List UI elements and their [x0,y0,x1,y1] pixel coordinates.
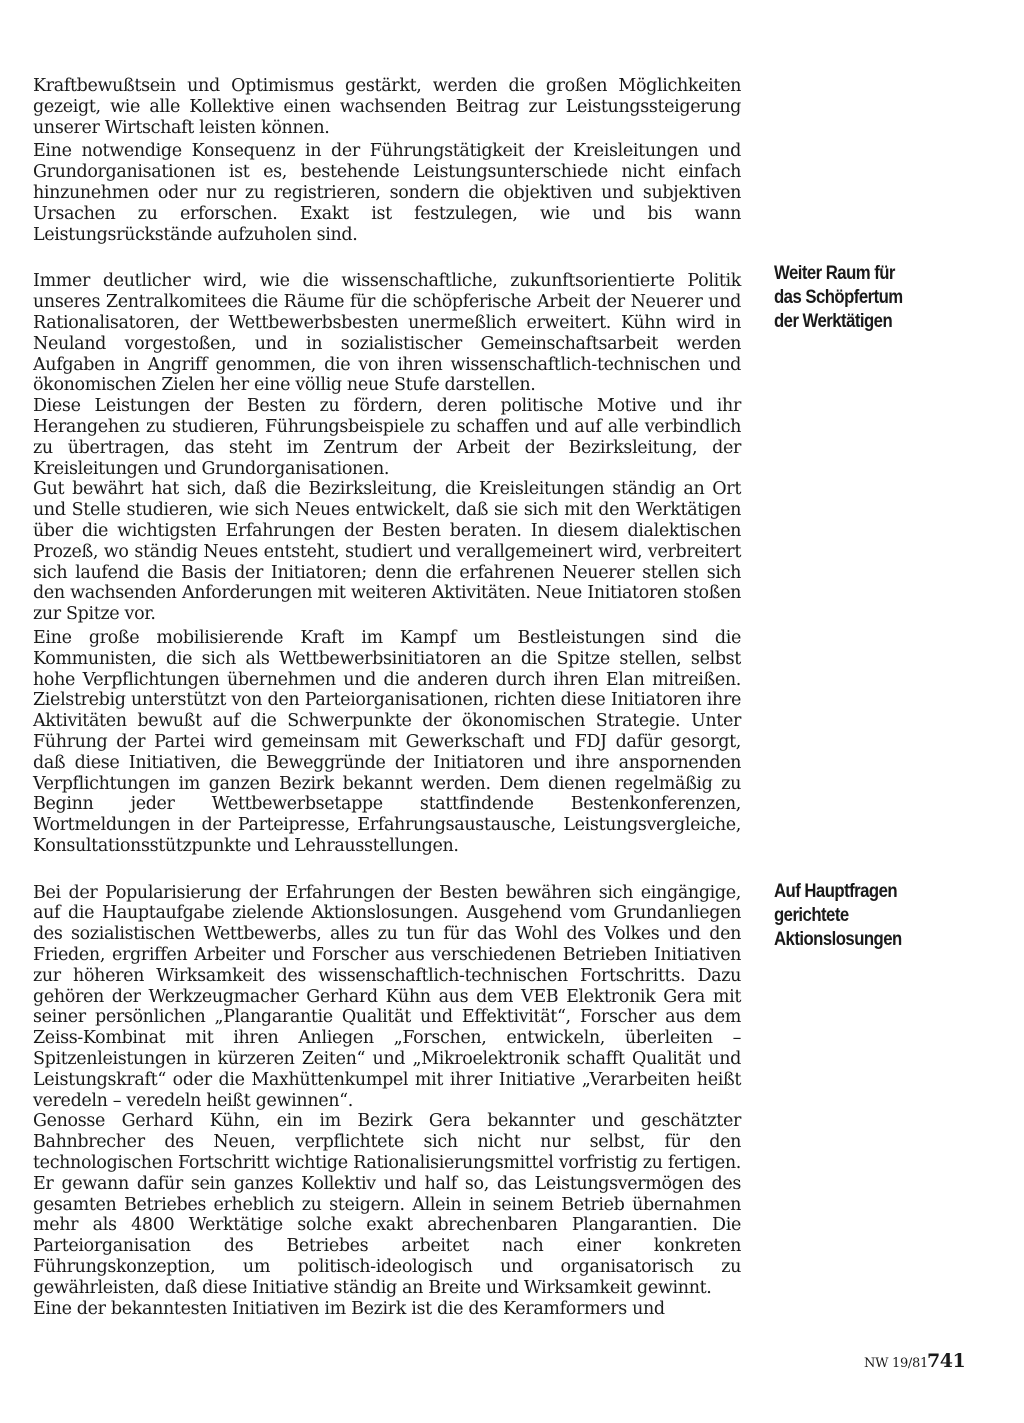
page-number: 741 [927,1350,966,1372]
paragraph: Eine der bekanntesten Initiativen im Bezirk ist die des Keramformers und [33,1298,665,1319]
margin-heading-line: gerichtete [774,905,849,926]
paragraph: Genosse Gerhard Kühn, ein im Bezirk Gera bekannter und geschätzter Bahnbrecher des Neuen, verpflichtete sich nicht nur selbst, für den technologischen Fortschritt wichtige Rationalisierungsmittel vorfristig zu fertigen. Er gewann dafür sein ganzes Kollektiv und half so, das Leistungsvermögen des gesamten Betriebes erheblich zu steigern. Allein in seinem Betrieb übernahmen mehr als 4800 Werktätige solche exakt abrechenbaren Plangarantien. Die Parteiorganisation des Betriebes arbeitet nach einer konkreten Führungskonzeption, um politisch-ideologisch und organisatorisch zu gewährleisten, daß diese Initiative ständig an Breite und Wirksamkeit gewinnt. [33,1111,741,1298]
paragraph: Eine große mobilisierende Kraft im Kampf um Bestleistungen sind die Kommunisten, die sich als Wettbewerbsinitiatoren an die Spitze stellen, selbst hohe Verpflichtungen übernehmen und die anderen durch ihren Elan mitreißen. Zielstrebig unterstützt von den Parteiorganisationen, richten diese Initiatoren ihre Aktivitäten bewußt auf die Schwerpunkte der ökonomischen Strategie. Unter Führung der Partei wird gemeinsam mit Gewerkschaft und FDJ dafür gesorgt, daß diese Initiativen, die Beweggründe der Initiatoren und ihre anspornenden Verpflichtungen im ganzen Bezirk bekannt werden. Dem dienen regelmäßig zu Beginn jeder Wettbewerbsetappe stattfindende Bestenkonferenzen, Wortmeldungen in der Parteipresse, Erfahrungsaustausche, Leistungsvergleiche, Konsultationsstützpunkte und Lehrausstellungen. [33,627,741,856]
paragraph: Gut bewährt hat sich, daß die Bezirksleitung, die Kreisleitungen ständig an Ort und Stelle studieren, wie sich Neues entwickelt, daß sie sich mit den Werktätigen über die wichtigsten Erfahrungen der Besten beraten. In diesem dialektischen Prozeß, wo ständig Neues entsteht, studiert und verallgemeinert wird, verbreitert sich laufend die Basis der Initiatoren; denn die erfahrenen Neuerer stellen sich den wachsenden Anforderungen mit weiteren Aktivitäten. Neue Initiatoren stoßen zur Spitze vor. [33,479,741,625]
margin-heading-line: Aktionslosungen [774,929,902,950]
footer-source: NW 19/81 [864,1356,928,1371]
margin-heading-line: das Schöpfertum [774,287,903,308]
margin-heading [774,262,950,334]
margin-heading-line: Weiter Raum für [774,263,895,284]
paragraph: Immer deutlicher wird, wie die wissenschaftliche, zukunftsorientierte Politik unseres Zentralkomitees die Räume für die schöpferische Arbeit der Neuerer und Rationalisatoren, der Wettbewerbsbesten unermeßlich erweitert. Kühn wird in Neuland vorgestoßen, und in sozialistischer Gemeinschaftsarbeit werden Aufgaben in Angriff genommen, die von ihren wissenschaftlich-technischen und ökonomischen Zielen her eine völlig neue Stufe darstellen. [33,271,741,396]
paragraph: Kraftbewußtsein und Optimismus gestärkt, werden die großen Möglichkeiten gezeigt, wie alle Kollektive einen wachsenden Beitrag zur Leistungssteigerung unserer Wirtschaft leisten können. [33,76,741,138]
margin-heading-line: der Werktätigen [774,311,893,332]
paragraph: Diese Leistungen der Besten zu fördern, deren politische Motive und ihr Herangehen zu studieren, Führungsbeispiele zu schaffen und auf alle verbindlich zu übertragen, das steht im Zentrum der Arbeit der Bezirksleitung, der Kreisleitungen und Grundorganisationen. [33,396,741,479]
margin-heading [774,880,950,952]
paragraph: Eine notwendige Konsequenz in der Führungstätigkeit der Kreisleitungen und Grundorganisationen ist es, bestehende Leistungsunterschiede nicht einfach hinzunehmen oder nur zu registrieren, sondern die objektiven und subjektiven Ursachen zu erforschen. Exakt ist festzulegen, wie und bis wann Leistungsrückstände aufzuholen sind. [33,141,741,245]
article-body [33,76,741,1319]
margin-heading-line: Auf Hauptfragen [774,881,898,902]
paragraph: Bei der Popularisierung der Erfahrungen der Besten bewähren sich eingängige, auf die Hauptaufgabe zielende Aktionslosungen. Ausgehend vom Grundanliegen des sozialistischen Wettbewerbs, alles zu tun für das Wohl des Volkes und den Frieden, ergriffen Arbeiter und Forscher aus verschiedenen Betrieben Initiativen zur höheren Wirksamkeit des wissenschaftlich-technischen Fortschritts. Dazu gehören der Werkzeugmacher Gerhard Kühn aus dem VEB Elektronik Gera mit seiner persönlichen „Plangarantie Qualität und Effektivität“, Forscher aus dem Zeiss-Kombinat mit ihren Anliegen „Forschen, entwickeln, überleiten – Spitzenleistungen in kürzeren Zeiten“ und „Mikroelektronik schafft Qualität und Leistungskraft“ oder die Maxhüttenkumpel mit ihrer Initiative „Verarbeiten heißt veredeln – veredeln heißt gewinnen“. [33,882,741,1111]
